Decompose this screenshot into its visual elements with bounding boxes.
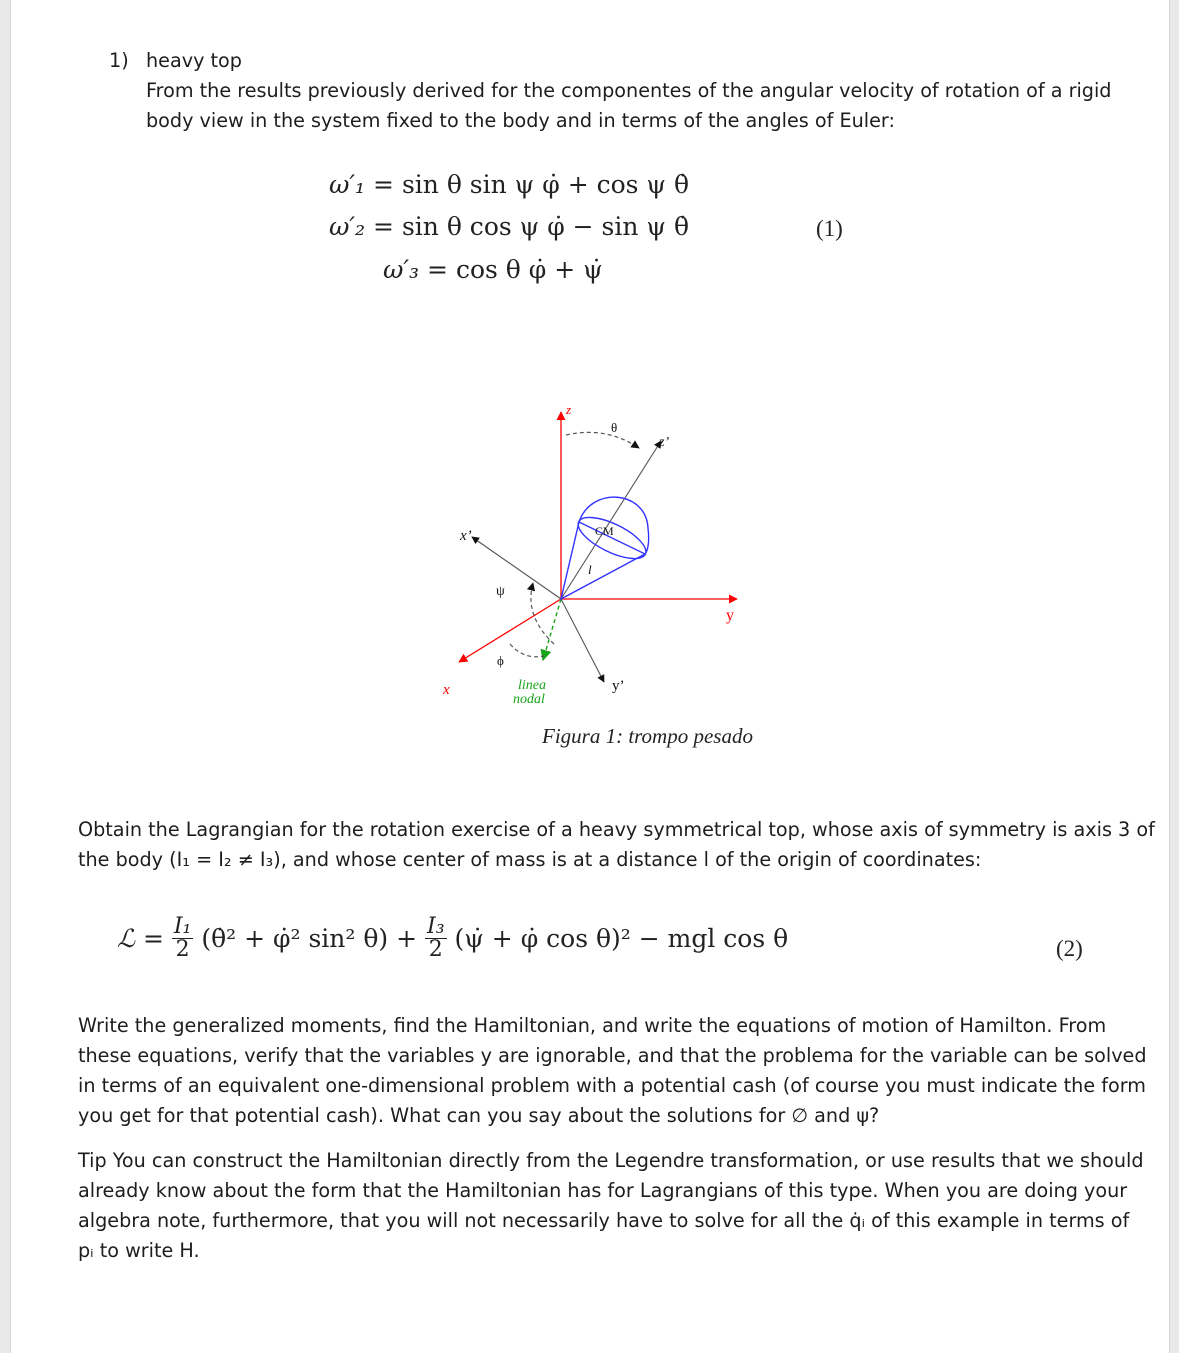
eq1-line-1: ω′₁ = sin θ sin ψ φ̇ + cos ψ θ̇ (329, 170, 690, 199)
theta-arc (566, 432, 639, 448)
paragraph-line: the body (I₁ = I₂ ≠ I₃), and whose center of mass is at a distance l of the origin of coordinates: (78, 848, 982, 871)
cm-label: CM (595, 524, 614, 538)
document-page (10, 0, 1170, 1353)
x-prime-axis (472, 537, 561, 599)
fraction-i1-over-2: $\frac{\text{I₁}}{2}$ (173, 914, 192, 962)
figure-caption: Figura 1: trompo pesado (542, 724, 753, 748)
eq2-number: (2) (1056, 936, 1083, 961)
problem-number: 1) (109, 49, 129, 72)
lagrangian-equation: ℒ = $\frac{\text{I₁}}{2}$ (θ̇² + φ̇² sin² θ) + $\frac{\text{I₃}}{2}$ (ψ̇ + φ̇ cos θ)² − mgl cos θ (117, 914, 789, 962)
hamiltonian-paragraph (78, 1011, 1163, 1131)
eq1-line-2: ω′₂ = sin θ cos ψ φ̇ − sin ψ θ̇ (329, 212, 690, 241)
x-label: x (443, 682, 450, 698)
paragraph-line: Write the generalized moments, find the Hamiltonian, and write the equations of motion of Hamilton. From (78, 1014, 1107, 1037)
tip-paragraph (78, 1146, 1163, 1266)
paragraph-line: Tip You can construct the Hamiltonian directly from the Legendre transformation, or use results that we should (78, 1149, 1144, 1172)
paragraph-line: algebra note, furthermore, that you will not necessarily have to solve for all the q̇ᵢ of this example in terms of (78, 1209, 1130, 1232)
phi-label: ϕ (497, 653, 504, 668)
intro-line: body view in the system fixed to the body and in terms of the angles of Euler: (146, 109, 895, 132)
x-prime-label: x’ (460, 528, 472, 544)
y-label: y (726, 607, 734, 624)
l-label: l (588, 562, 592, 577)
y-prime-label: y’ (612, 678, 625, 694)
intro-line: From the results previously derived for the componentes of the angular velocity of rotation of a rigid (146, 79, 1112, 102)
theta-label: θ (611, 420, 618, 435)
paragraph-line: you get for that potential cash). What can you say about the solutions for ∅ and ψ? (78, 1104, 880, 1127)
fraction-i3-over-2: $\frac{\text{I₃}}{2}$ (427, 914, 445, 962)
paragraph-line: pᵢ to write H. (78, 1239, 200, 1262)
intro-paragraph (146, 76, 1146, 136)
paragraph-line: Obtain the Lagrangian for the rotation exercise of a heavy symmetrical top, whose axis of symmetry is axis 3 of (78, 818, 1155, 841)
phi-arc (510, 644, 544, 657)
z-label: z (566, 402, 572, 417)
nodal-label: nodal (513, 692, 545, 707)
eq1-line-3: ω′₃ = cos θ φ̇ + ψ̇ (383, 255, 603, 284)
psi-label: ψ (496, 584, 505, 599)
x-axis (459, 599, 561, 662)
paragraph-line: these equations, verify that the variables y are ignorable, and that the problema for the variable can be solved (78, 1044, 1147, 1067)
paragraph-line: already know about the form that the Hamiltonian has for Lagrangians of this type. When you are doing your (78, 1179, 1128, 1202)
lagrangian-paragraph (78, 815, 1158, 875)
y-prime-axis (561, 599, 604, 682)
top-body (561, 497, 651, 599)
heavy-top-diagram (426, 398, 766, 714)
eq1-number: (1) (816, 216, 843, 241)
z-prime-label: z’ (659, 435, 670, 450)
linea-label: linea (518, 678, 546, 693)
problem-title: heavy top (146, 49, 242, 72)
paragraph-line: in terms of an equivalent one-dimensional problem with a potential cash (of course you must indicate the form (78, 1074, 1146, 1097)
